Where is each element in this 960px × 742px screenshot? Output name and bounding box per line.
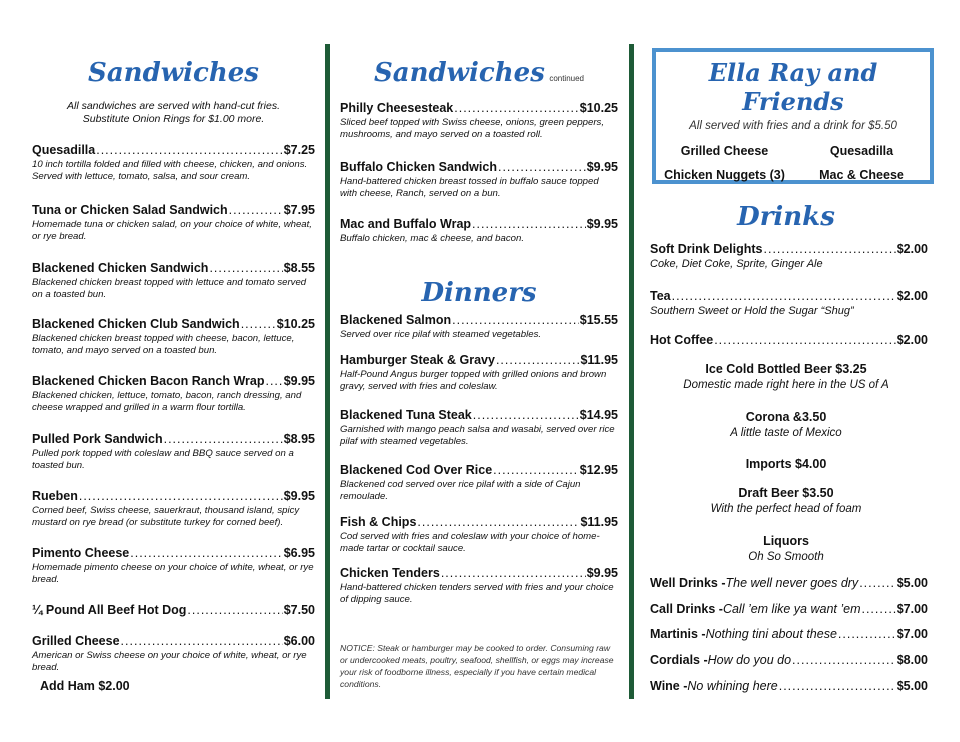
column-divider-right [629, 44, 634, 699]
kids-item: Mac & Cheese [819, 168, 904, 182]
ella-ray-subtitle: All served with fries and a drink for $5.50 [689, 120, 897, 132]
liquor-item: Wine - No whining here ..... $5.00 [650, 679, 928, 693]
corona-beer: Corona &3.50 A little taste of Mexico [730, 410, 842, 439]
sandwiches-continued-column [332, 0, 626, 742]
sandwiches-continued-header [340, 58, 618, 88]
column-divider-left [325, 44, 330, 699]
menu-item: Blackened Tuna Steak ..... $14.95 Garnished with mango peach salsa and wasabi, served over rice pilaf with steamed vegetables. [340, 408, 618, 448]
liquor-item: Call Drinks - Call ’em like ya want ’em ..... $7.00 [650, 602, 928, 616]
sandwiches-title: Sandwiches [88, 58, 259, 88]
menu-item: Philly Cheesesteak ..... $10.25 Sliced beef topped with Swiss cheese, onions, green peppers, mushrooms, and mayo served on a toasted roll. [340, 101, 618, 141]
menu-item: Blackened Salmon ..... $15.55 Served over rice pilaf with steamed vegetables. [340, 313, 618, 341]
kids-item: Grilled Cheese [680, 144, 769, 158]
kids-and-drinks-column [638, 0, 960, 742]
menu-item: Chicken Tenders ..... $9.95 Hand-battered chicken tenders served with fries and your choice of dipping sauce. [340, 566, 618, 606]
liquor-item: Cordials - How do you do ..... $8.00 [650, 653, 928, 667]
menu-item: Fish & Chips ..... $11.95 Cod served with fries and coleslaw with your choice of home-made tartar or cocktail sauce. [340, 515, 618, 555]
sandwiches-intro: All sandwiches are served with hand-cut fries. Substitute Onion Rings for $1.00 more. [66, 100, 280, 125]
drink-item: Soft Drink Delights ..... $2.00 Coke, Diet Coke, Sprite, Ginger Ale [650, 242, 928, 270]
bottled-beer: Ice Cold Bottled Beer $3.25 Domestic made right here in the US of A [683, 362, 889, 391]
menu-item: Pulled Pork Sandwich ..... $8.95 Pulled pork topped with coleslaw and BBQ sauce served on a toasted bun. [32, 432, 315, 472]
ella-ray-kids-menu-box [652, 48, 934, 184]
menu-item: Pimento Cheese ..... $6.95 Homemade pimento cheese on your choice of white, wheat, or rye bread. [32, 546, 315, 586]
menu-item: Blackened Chicken Club Sandwich ..... $10.25 Blackened chicken breast topped with cheese, bacon, lettuce, tomato, and mayo served on a toasted bun. [32, 317, 315, 357]
draft-beer: Draft Beer $3.50 With the perfect head of foam [710, 486, 862, 515]
menu-item: Blackened Cod Over Rice ..... $12.95 Blackened cod served over rice pilaf with a side of Cajun remoulade. [340, 463, 618, 503]
drinks-title: Drinks [737, 202, 835, 232]
dinners-title: Dinners [421, 278, 537, 308]
sandwiches-continued-title: Sandwiches [373, 58, 545, 88]
sandwiches-column [0, 0, 325, 742]
menu-item: Tuna or Chicken Salad Sandwich ..... $7.95 Homemade tuna or chicken salad, on your choice of white, wheat, or rye bread. [32, 203, 315, 243]
menu-item: Mac and Buffalo Wrap ..... $9.95 Buffalo chicken, mac & cheese, and bacon. [340, 217, 618, 245]
drink-item: Tea ..... $2.00 Southern Sweet or Hold the Sugar “Shug” [650, 289, 928, 317]
continued-label: continued [549, 74, 585, 83]
imports-beer: Imports $4.00 [745, 457, 827, 471]
menu-item: Grilled Cheese ..... $6.00 American or Swiss cheese on your choice of white, wheat, or rye bread. [32, 634, 315, 674]
ella-ray-items [656, 144, 930, 182]
ella-ray-title: Ella Ray and Friends [708, 58, 878, 116]
menu-item: Rueben ..... $9.95 Corned beef, Swiss cheese, sauerkraut, thousand island, spicy mustard on rye bread (or substitute turkey for corned beef). [32, 489, 315, 529]
kids-item: Quesadilla [829, 144, 894, 158]
liquor-item: Well Drinks - The well never goes dry ..... $5.00 [650, 576, 928, 590]
menu-item: ¼ Pound All Beef Hot Dog ..... $7.50 [32, 603, 315, 617]
menu-item: Blackened Chicken Sandwich ..... $8.55 Blackened chicken breast topped with lettuce and tomato served on a toasted bun. [32, 261, 315, 301]
add-ham-option: Add Ham $2.00 [40, 679, 130, 693]
kids-item: Chicken Nuggets (3) [664, 168, 785, 182]
menu-item: Quesadilla ..... $7.25 10 inch tortilla folded and filled with cheese, chicken, and onions. Served with lettuce, tomato, salsa, and sour cream. [32, 143, 315, 183]
liquors-header: Liquors Oh So Smooth [748, 534, 824, 563]
menu-item: Hamburger Steak & Gravy ..... $11.95 Half-Pound Angus burger topped with grilled onions and brown gravy, served with fries and coleslaw. [340, 353, 618, 393]
drink-item: Hot Coffee ..... $2.00 [650, 333, 928, 347]
food-safety-notice: NOTICE: Steak or hamburger may be cooked to order. Consuming raw or undercooked meats, poultry, seafood, shellfish, or eggs may increase your risk of foodborne illness, especially if you have certain medical conditions. [340, 643, 614, 689]
menu-item: Blackened Chicken Bacon Ranch Wrap ..... $9.95 Blackened chicken, lettuce, tomato, bacon, ranch dressing, and cheese wrapped and grilled in a warm flour tortilla. [32, 374, 315, 414]
liquor-item: Martinis - Nothing tini about these ..... $7.00 [650, 627, 928, 641]
menu-item: Buffalo Chicken Sandwich ..... $9.95 Hand-battered chicken breast tossed in buffalo sauce topped with cheese, Ranch, served on a bun. [340, 160, 618, 200]
